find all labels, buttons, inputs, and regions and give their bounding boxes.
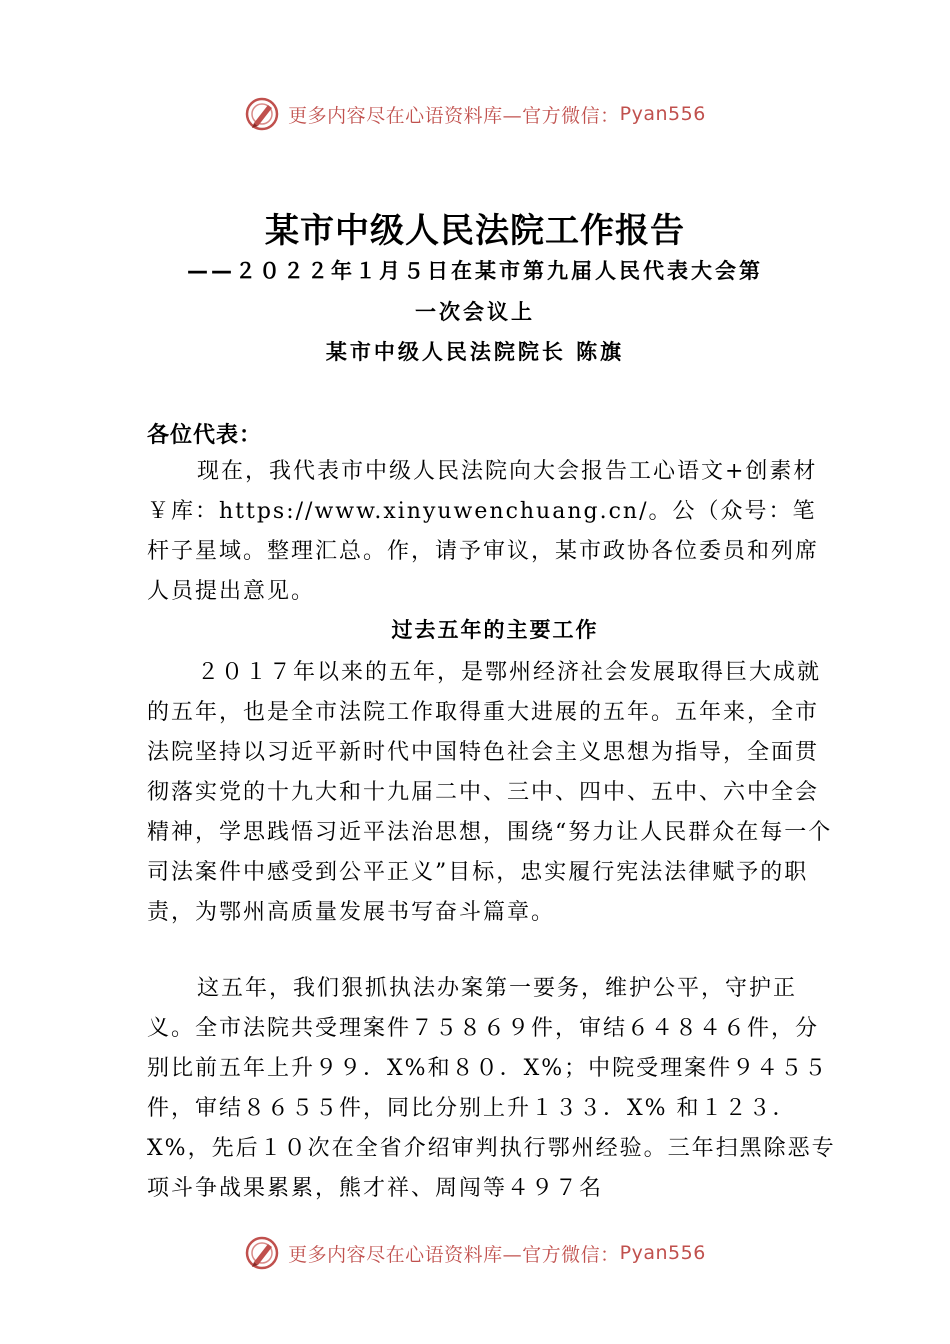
document-title: 某市中级人民法院工作报告: [265, 211, 685, 251]
pen-logo-icon: [244, 1235, 280, 1271]
section-heading: 过去五年的主要工作: [391, 618, 599, 642]
paragraph-1: [147, 452, 837, 612]
paragraph-2-text: ２０１７年以来的五年，是鄂州经济社会发展取得巨大成就的五年，也是全市法院工作取得重大进展的五年。五年来，全市法院坚持以习近平新时代中国特色社会主义思想为指导，全面贯彻落实党的十九大和十九届二中、三中、四中、五中、六中全会精神，学思践悟习近平法治思想，围绕“努力让人民群众在每一个司法案件中感受到公平正义”目标，忠实履行宪法法律赋予的职责，为鄂州高质量发展书写奋斗篇章。: [147, 660, 833, 925]
pen-logo-icon: [244, 96, 280, 132]
paragraph-3: [147, 969, 837, 1209]
subtitle-line-2: 一次会议上: [415, 300, 535, 324]
subtitle-line-1: ——２０２２年１月５日在某市第九届人民代表大会第: [187, 259, 763, 283]
author-line: 某市中级人民法院院长 陈旗: [325, 340, 625, 364]
header-watermark-banner: [0, 94, 950, 134]
paragraph-1-text: 现在，我代表市中级人民法院向大会报告工心语文+创素材￥库：https://www.xinyuwenchuang.cn/。公（众号：笔杆子星域。整理汇总。作，请予审议，某市政协各位委员和列席人员提出意见。: [147, 459, 820, 604]
banner-wechat-id: Pyan556: [619, 103, 706, 125]
paragraph-3-text: 这五年，我们狠抓执法办案第一要务，维护公平，守护正义。全市法院共受理案件７５８６９件，审结６４８４６件，分别比前五年上升９９．X%和８０．X%；中院受理案件９４５５件，审结８６５５件，同比分别上升１３３．X% 和１２３．X%，先后１０次在全省介绍审判执行鄂州经验。三年扫黑除恶专项斗争战果累累，熊才祥、周闯等４９７名: [147, 976, 836, 1201]
paragraph-2: [147, 653, 837, 933]
banner-wechat-id: Pyan556: [619, 1242, 706, 1264]
banner-text: 更多内容尽在心语资料库—官方微信：: [288, 1243, 620, 1266]
footer-watermark-banner: [0, 1233, 950, 1273]
salutation: 各位代表：: [147, 423, 263, 448]
banner-text: 更多内容尽在心语资料库—官方微信：: [288, 104, 620, 127]
